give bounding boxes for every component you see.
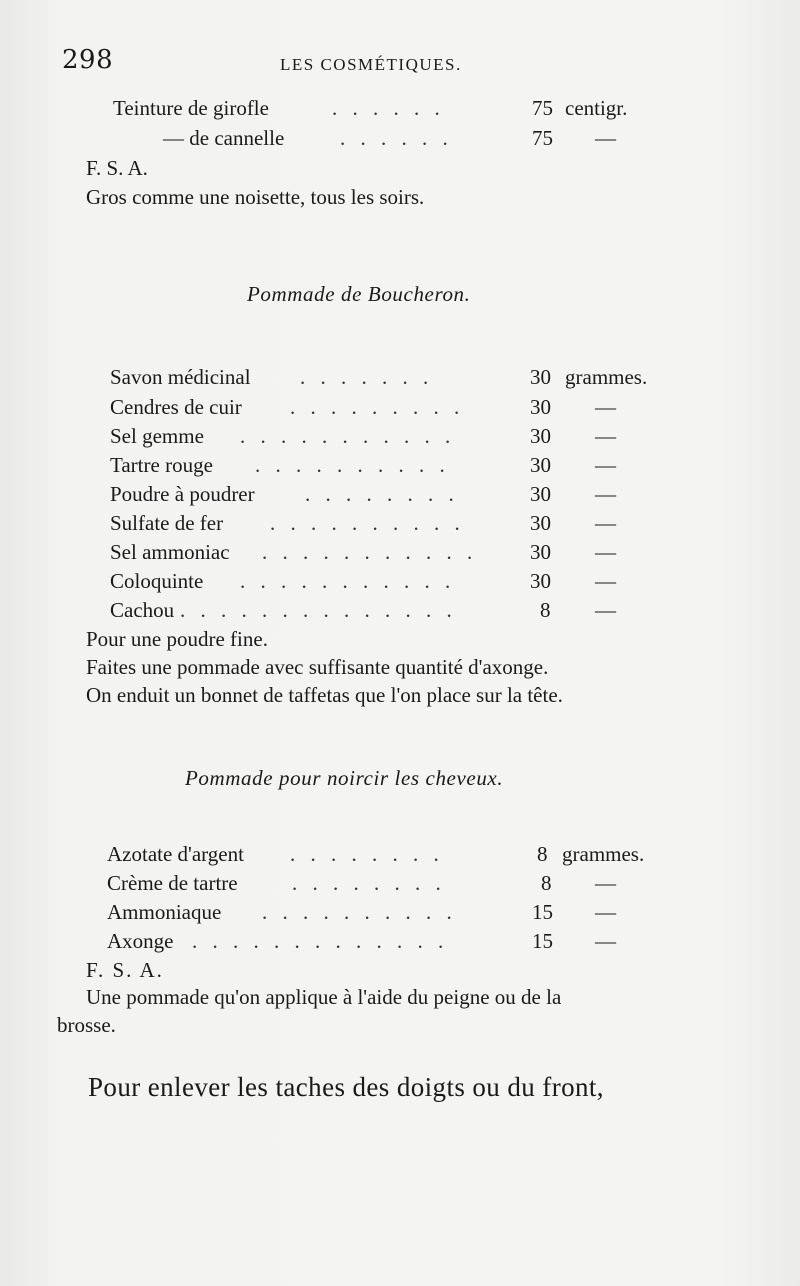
ingredient-unit: — bbox=[595, 540, 616, 564]
ingredient-name: Sulfate de fer bbox=[110, 511, 224, 535]
ingredient-quantity: 8 bbox=[540, 598, 551, 622]
ingredient-name: Savon médicinal bbox=[110, 365, 251, 389]
running-title: LES COSMÉTIQUES. bbox=[280, 55, 462, 74]
page-header bbox=[62, 45, 742, 81]
dot-leader: . . . . . . bbox=[340, 126, 453, 150]
ingredient-quantity: 15 bbox=[532, 929, 553, 953]
ingredient-quantity: 30 bbox=[530, 365, 551, 389]
ingredient-line bbox=[0, 424, 800, 454]
ingredient-unit: — bbox=[595, 453, 616, 477]
ingredient-line bbox=[0, 453, 800, 483]
note-text: brosse. bbox=[57, 1013, 116, 1037]
ingredient-line bbox=[0, 900, 800, 930]
ingredient-line bbox=[0, 126, 800, 156]
dot-leader: . . . . . . . . . . bbox=[270, 511, 465, 535]
ingredient-name: Crème de tartre bbox=[107, 871, 238, 895]
note-text: Pour une poudre fine. bbox=[86, 627, 268, 651]
dot-leader: . . . . . . . . . . . bbox=[240, 569, 456, 593]
ingredient-name: Axonge bbox=[107, 929, 174, 953]
ingredient-unit: — bbox=[595, 395, 616, 419]
note-line bbox=[0, 185, 800, 215]
ingredient-unit: — bbox=[595, 126, 616, 150]
fsa-line bbox=[0, 156, 800, 186]
ingredient-name: Sel gemme bbox=[110, 424, 204, 448]
ingredient-quantity: 75 bbox=[532, 96, 553, 120]
ingredient-line bbox=[0, 482, 800, 512]
ingredient-unit: — bbox=[595, 569, 616, 593]
note-text: On enduit un bonnet de taffetas que l'on place sur la tête. bbox=[86, 683, 563, 707]
dot-leader: . . . . . . . . . bbox=[290, 395, 465, 419]
ingredient-quantity: 8 bbox=[541, 871, 552, 895]
dot-leader: . . . . . . . . bbox=[290, 842, 444, 866]
ingredient-line bbox=[0, 511, 800, 541]
ingredient-name: Coloquinte bbox=[110, 569, 204, 593]
recipe-title-text: Pommade de Boucheron. bbox=[247, 282, 471, 306]
ingredient-name: Poudre à poudrer bbox=[110, 482, 255, 506]
ingredient-unit: — bbox=[595, 598, 616, 622]
ingredient-quantity: 30 bbox=[530, 511, 551, 535]
ingredient-name: — de cannelle bbox=[163, 126, 285, 150]
ingredient-name: Teinture de girofle bbox=[113, 96, 269, 120]
dot-leader: . . . . . . . . . . . bbox=[240, 424, 456, 448]
note-line bbox=[0, 683, 800, 713]
ingredient-quantity: 30 bbox=[530, 453, 551, 477]
ingredient-unit: — bbox=[595, 424, 616, 448]
ingredient-line bbox=[0, 540, 800, 570]
dot-leader: . . . . . . . . . . . . . . bbox=[180, 598, 457, 622]
ingredient-quantity: 30 bbox=[530, 395, 551, 419]
ingredient-name: Ammoniaque bbox=[107, 900, 222, 924]
ingredient-quantity: 30 bbox=[530, 424, 551, 448]
dot-leader: . . . . . . . . . . . bbox=[262, 540, 478, 564]
ingredient-line bbox=[0, 929, 800, 959]
note-line bbox=[0, 627, 800, 657]
note-text: Gros comme une noisette, tous les soirs. bbox=[86, 185, 425, 209]
ingredient-unit: grammes. bbox=[565, 365, 648, 389]
ingredient-unit: — bbox=[595, 871, 616, 895]
ingredient-unit: — bbox=[595, 511, 616, 535]
ingredient-line bbox=[0, 871, 800, 901]
ingredient-unit: — bbox=[595, 900, 616, 924]
ingredient-unit: grammes. bbox=[562, 842, 645, 866]
dot-leader: . . . . . . . . . . . . . bbox=[192, 929, 449, 953]
ingredient-quantity: 15 bbox=[532, 900, 553, 924]
fsa-text: F. S. A. bbox=[86, 958, 164, 982]
ingredient-name: Azotate d'argent bbox=[107, 842, 244, 866]
note-text: Faites une pommade avec suffisante quantité d'axonge. bbox=[86, 655, 549, 679]
note-text: Une pommade qu'on applique à l'aide du peigne ou de la bbox=[86, 985, 562, 1009]
fsa-line bbox=[0, 958, 800, 988]
note-line bbox=[0, 1013, 800, 1043]
ingredient-line bbox=[0, 96, 800, 126]
dot-leader: . . . . . . . . . . bbox=[262, 900, 457, 924]
ingredient-quantity: 75 bbox=[532, 126, 553, 150]
ingredient-quantity: 8 bbox=[537, 842, 548, 866]
note-line bbox=[0, 655, 800, 685]
dot-leader: . . . . . . . bbox=[300, 365, 434, 389]
ingredient-unit: — bbox=[595, 929, 616, 953]
fsa-text: F. S. A. bbox=[86, 156, 148, 180]
section-heading: Pour enlever les taches des doigts ou du front, bbox=[88, 1072, 604, 1102]
ingredient-quantity: 30 bbox=[530, 540, 551, 564]
ingredient-line bbox=[0, 842, 800, 872]
dot-leader: . . . . . . bbox=[332, 96, 445, 120]
recipe-title-text: Pommade pour noircir les cheveux. bbox=[185, 766, 504, 790]
ingredient-unit: — bbox=[595, 482, 616, 506]
ingredient-name: Cachou bbox=[110, 598, 175, 622]
ingredient-line bbox=[0, 365, 800, 395]
ingredient-quantity: 30 bbox=[530, 569, 551, 593]
ingredient-quantity: 30 bbox=[530, 482, 551, 506]
ingredient-name: Cendres de cuir bbox=[110, 395, 242, 419]
ingredient-unit: centigr. bbox=[565, 96, 628, 120]
ingredient-line bbox=[0, 569, 800, 599]
dot-leader: . . . . . . . . bbox=[292, 871, 446, 895]
ingredient-name: Tartre rouge bbox=[110, 453, 213, 477]
ingredient-name: Sel ammoniac bbox=[110, 540, 230, 564]
ingredient-line bbox=[0, 598, 800, 628]
ingredient-line bbox=[0, 395, 800, 425]
page-number: 298 bbox=[62, 45, 114, 75]
dot-leader: . . . . . . . . . . bbox=[255, 453, 450, 477]
dot-leader: . . . . . . . . bbox=[305, 482, 459, 506]
note-line bbox=[0, 985, 800, 1015]
